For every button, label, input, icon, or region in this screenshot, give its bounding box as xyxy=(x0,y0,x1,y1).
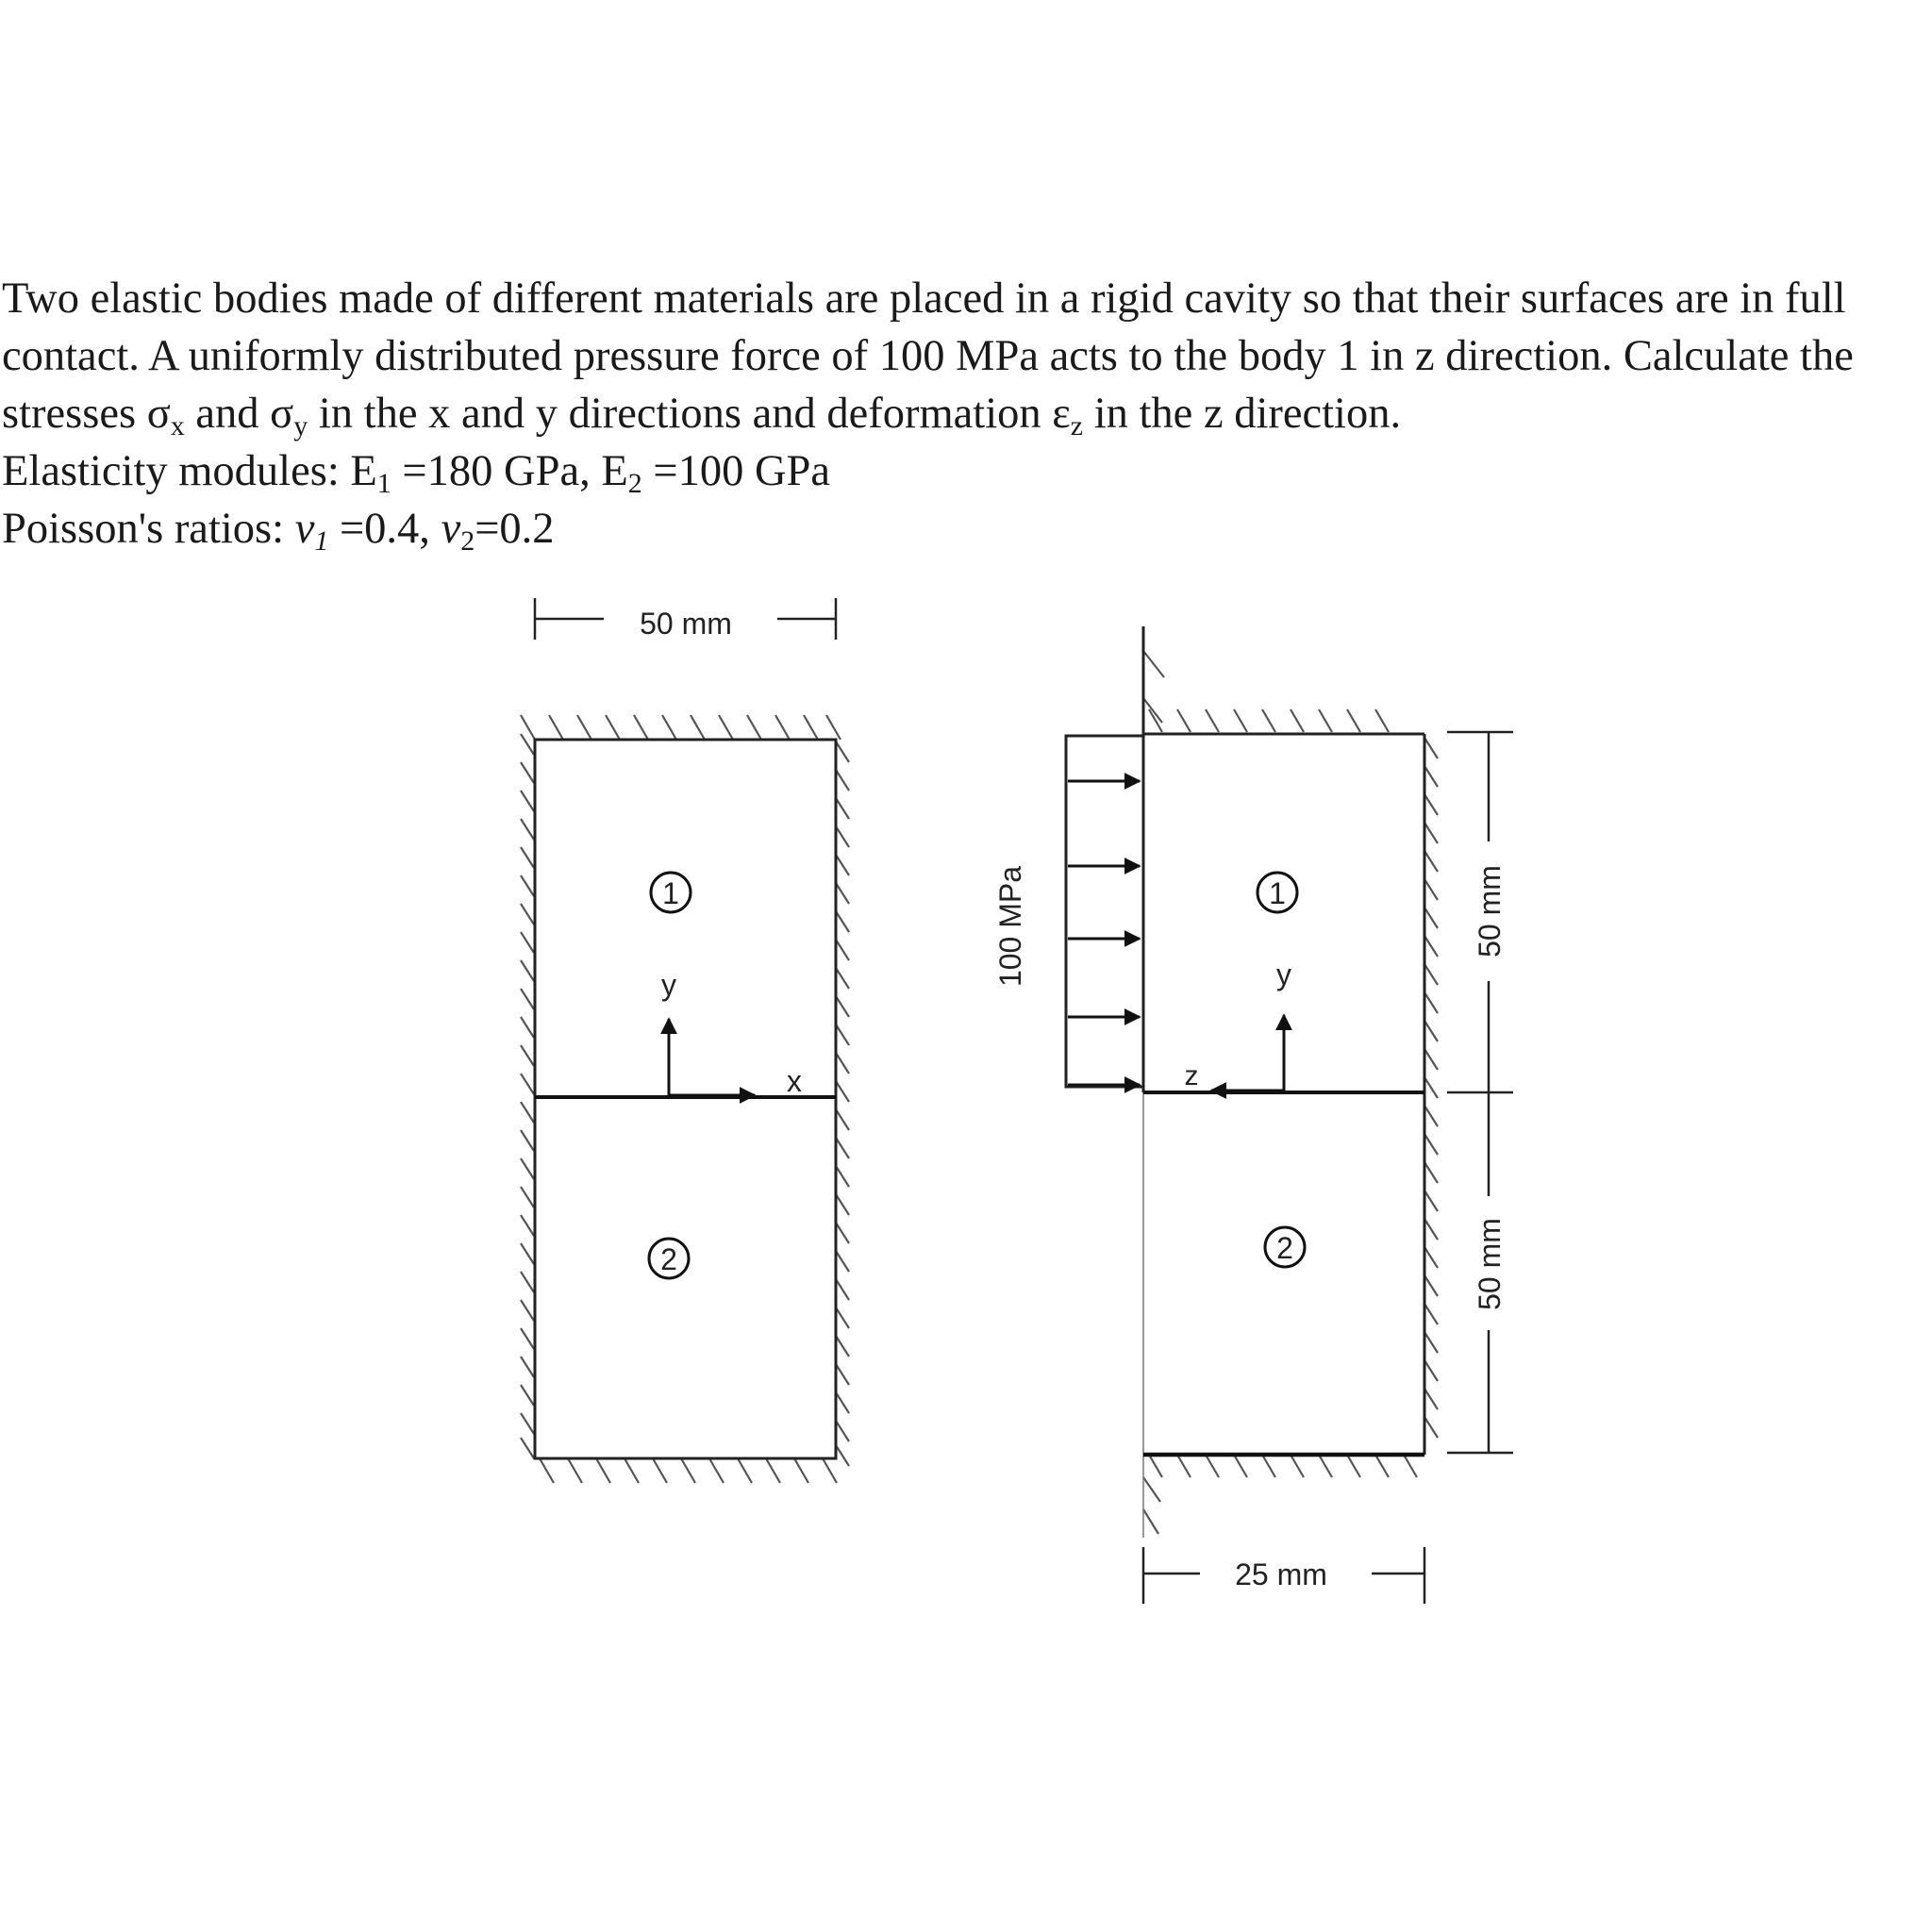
left-body-1-marker xyxy=(651,873,691,912)
pressure-label: 100 MPa xyxy=(993,865,1027,988)
right-body-1-label: 1 xyxy=(1269,876,1286,910)
top-wall-hatching xyxy=(521,715,841,740)
poisson-ratios-line: Poisson's ratios: $\nu_1 =0.4$, $\nu_2=0.2$ xyxy=(2,505,555,557)
depth-label: 25 mm xyxy=(1235,1557,1327,1591)
elasticity-modules-line: Elasticity modules: $E_1 =180$ GPa, $E_2 =100$ GPa xyxy=(2,447,831,499)
problem-line-1: Two elastic bodies made of different materials are placed in a rigid cavity so that their surfaces are in full xyxy=(2,275,1846,323)
left-body-1-label: 1 xyxy=(662,876,679,910)
height-label-upper: 50 mm xyxy=(1473,865,1507,958)
right-body-2-label: 2 xyxy=(1276,1231,1293,1265)
height-dimension xyxy=(1447,732,1513,1453)
problem-line-3: stresses $\sigma_x$ and $\sigma_y$ in the x and y directions and deformation $\varepsilon_z$ in the z direction. xyxy=(2,390,1402,441)
left-body-2-marker xyxy=(649,1239,689,1278)
right-bottom-wall-hatching xyxy=(1149,1455,1417,1477)
pressure-block xyxy=(1066,736,1143,1087)
right-axis-y-label: y xyxy=(1276,958,1291,991)
right-side-wall-hatching xyxy=(1424,738,1438,1438)
left-body-2-label: 2 xyxy=(660,1242,677,1276)
height-label-lower: 50 mm xyxy=(1473,1218,1507,1310)
right-wall-hatching xyxy=(836,741,849,1466)
left-wall-hatching xyxy=(521,734,534,1458)
right-top-wall-hatching xyxy=(1149,709,1389,732)
left-view xyxy=(521,598,849,1483)
right-axis-z-label: z xyxy=(1184,1060,1199,1091)
right-body-2-marker xyxy=(1265,1227,1305,1267)
width-label: 50 mm xyxy=(640,607,732,641)
problem-line-2: contact. A uniformly distributed pressure force of 100 MPa acts to the body 1 in z direction. Calculate the xyxy=(2,332,1854,380)
bottom-wall-hatching xyxy=(540,1458,837,1483)
right-body-1-marker xyxy=(1257,873,1297,912)
pressure-load xyxy=(1066,736,1143,1087)
left-axis-x-label: x xyxy=(787,1064,802,1098)
right-view xyxy=(993,626,1513,1604)
left-axis-y-label: y xyxy=(661,968,676,1002)
